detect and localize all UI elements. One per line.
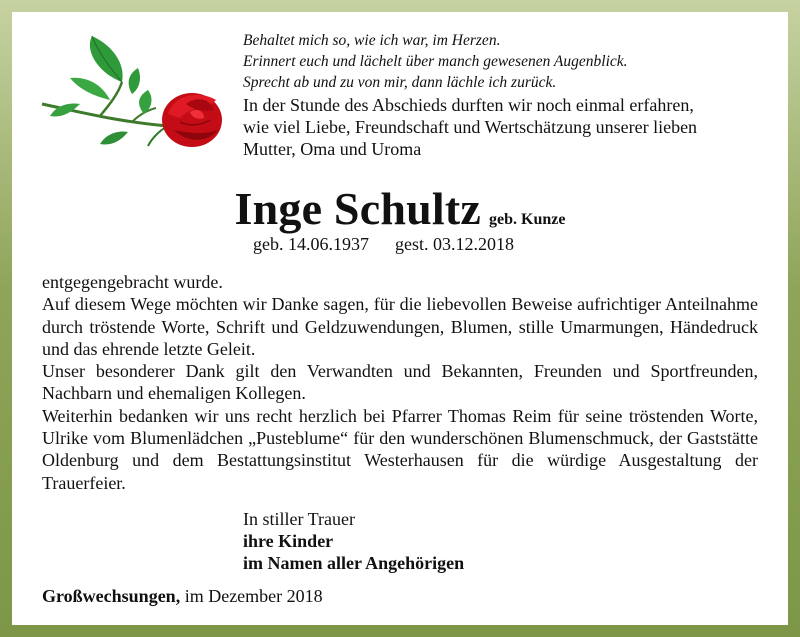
- death-date: gest. 03.12.2018: [395, 234, 514, 254]
- paragraph: Unser besonderer Dank gilt den Verwandten und Bekannten, Freunden und Sportfreunden, Nachbarn und ehemaligen Kollegen.: [42, 361, 758, 404]
- signoff-relatives: im Namen aller Angehörigen: [243, 553, 465, 573]
- obituary-card: [12, 12, 788, 625]
- poem-line: Behaltet mich so, wie ich war, im Herzen.: [243, 32, 501, 49]
- poem-line: Sprecht ab und zu von mir, dann lächle ich zurück.: [243, 74, 557, 91]
- intro-line: Mutter, Oma und Uroma: [243, 139, 422, 159]
- poem-line: Erinnert euch und lächelt über manch gewesenen Augenblick.: [243, 53, 628, 70]
- town-name: Großwechsungen,: [42, 586, 181, 606]
- paragraph: Auf diesem Wege möchten wir Danke sagen, für die liebevollen Beweise aufrichtiger Anteilnahme durch tröstende Worte, Schrift und Geldzuwendungen, Blumen, stille Umarmungen, Händedruck und das ehrende letzte Geleit.: [42, 294, 758, 359]
- rose-icon: [40, 34, 230, 154]
- thanks-text: [42, 271, 758, 494]
- signoff-line: In stiller Trauer: [243, 509, 355, 529]
- deceased-name: Inge Schultz: [234, 183, 482, 234]
- month-year: im Dezember 2018: [184, 586, 323, 606]
- paragraph: Weiterhin bedanken wir uns recht herzlich bei Pfarrer Thomas Reim für seine tröstenden Worte, Ulrike vom Blumenlädchen „Pusteblume“ für den wunderschönen Blumenschmuck, der Gaststätte Oldenburg und dem Bestattungsinstitut Westerhausen für die würdige Ausgestaltung der Trauerfeier.: [42, 405, 758, 493]
- deceased-name-line: [12, 182, 788, 235]
- paragraph: entgegengebracht wurde.: [42, 272, 223, 292]
- maiden-name: geb. Kunze: [489, 211, 566, 228]
- signoff: [243, 508, 464, 574]
- birth-date: geb. 14.06.1937: [253, 234, 369, 254]
- poem: [243, 30, 628, 93]
- place-date-line: [42, 586, 323, 607]
- signoff-children: ihre Kinder: [243, 531, 334, 551]
- intro-line: In der Stunde des Abschieds durften wir noch einmal erfahren,: [243, 95, 694, 115]
- intro-text: [243, 94, 697, 160]
- life-dates: [253, 234, 514, 255]
- intro-line: wie viel Liebe, Freundschaft und Wertschätzung unserer lieben: [243, 117, 698, 137]
